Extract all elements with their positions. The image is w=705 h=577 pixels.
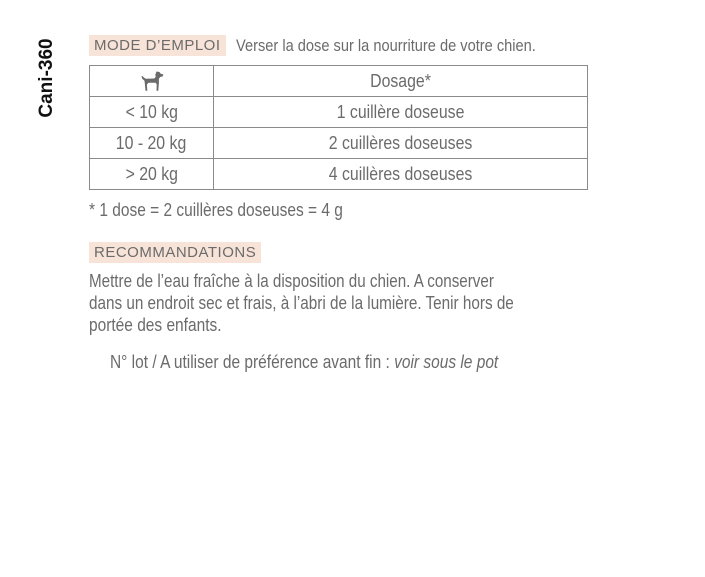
recommandations-line: dans un endroit sec et frais, à l’abri de la lumière. Tenir hors de <box>89 293 514 313</box>
mode-emploi-row <box>89 35 589 56</box>
dog-icon <box>90 66 214 97</box>
product-name-text: Cani-360 <box>36 38 57 118</box>
lot-label: N° lot / A utiliser de préférence avant fin : <box>110 352 395 372</box>
table-row <box>90 97 588 128</box>
dose-cell: 2 cuillères doseuses <box>214 128 588 159</box>
recommandations-heading-wrap <box>89 242 261 263</box>
dosage-footnote: * 1 dose = 2 cuillères doseuses = 4 g <box>89 200 343 220</box>
dose-cell: 1 cuillère doseuse <box>214 97 588 128</box>
weight-cell: < 10 kg <box>90 97 214 128</box>
recommandations-line: portée des enfants. <box>89 315 222 335</box>
recommandations-line: Mettre de l’eau fraîche à la disposition du chien. A conserver <box>89 271 494 291</box>
dosage-table <box>89 65 588 190</box>
recommandations-text <box>89 270 589 336</box>
dosage-header-label: Dosage* <box>214 66 588 97</box>
lot-info <box>110 352 498 373</box>
mode-emploi-heading: MODE D’EMPLOI <box>89 35 226 56</box>
weight-cell: 10 - 20 kg <box>90 128 214 159</box>
dose-cell: 4 cuillères doseuses <box>214 159 588 190</box>
dosage-table-header <box>90 66 588 97</box>
table-row <box>90 159 588 190</box>
weight-cell: > 20 kg <box>90 159 214 190</box>
product-name-label <box>32 36 62 120</box>
lot-value: voir sous le pot <box>394 352 499 372</box>
table-row <box>90 128 588 159</box>
mode-emploi-text: Verser la dose sur la nourriture de votre chien. <box>235 35 536 55</box>
recommandations-heading: RECOMMANDATIONS <box>89 242 261 263</box>
